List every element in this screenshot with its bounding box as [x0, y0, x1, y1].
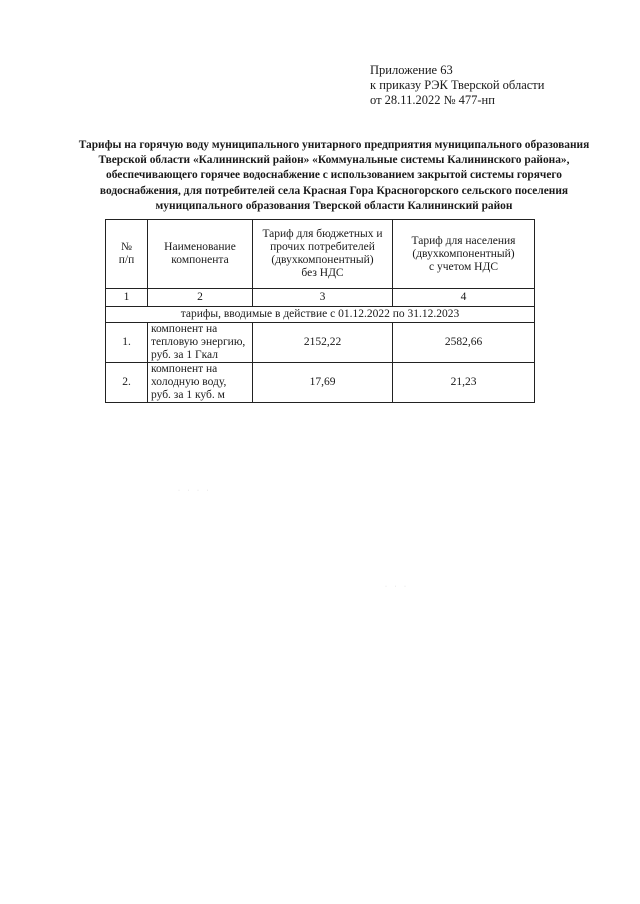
population-tariff-value: 2582,66 — [393, 323, 535, 363]
column-number: 2 — [148, 289, 253, 307]
title-line-2: Тверской области «Калининский район» «Коммунальные системы Калининского района», — [98, 154, 570, 167]
row-number: 1. — [106, 323, 148, 363]
table-row — [106, 323, 535, 363]
period-label: тарифы, вводимые в действие с 01.12.2022 по 31.12.2023 — [106, 307, 535, 323]
scan-speckle: · · · · — [178, 488, 212, 494]
column-number: 3 — [253, 289, 393, 307]
table-row — [106, 363, 535, 403]
component-name: компонент на холодную воду, руб. за 1 куб. м — [148, 363, 253, 403]
tariff-table — [105, 219, 535, 403]
budget-tariff-value: 17,69 — [253, 363, 393, 403]
column-number-row — [106, 289, 535, 307]
period-row — [106, 307, 535, 323]
title-line-1: Тарифы на горячую воду муниципального унитарного предприятия муниципального образования — [78, 139, 590, 151]
budget-tariff-value: 2152,22 — [253, 323, 393, 363]
appendix-block — [370, 63, 544, 108]
header-component: Наименование компонента — [148, 220, 253, 289]
population-tariff-value: 21,23 — [393, 363, 535, 403]
header-population-tariff: Тариф для населения (двухкомпонентный) с учетом НДС — [393, 220, 535, 289]
header-number: № п/п — [106, 220, 148, 289]
appendix-line-1: Приложение 63 — [370, 63, 453, 77]
scan-speckle: · · · — [385, 584, 409, 590]
document-title — [60, 138, 608, 214]
title-line-5: муниципального образования Тверской области Калининский район — [155, 199, 513, 212]
component-name: компонент на тепловую энергию, руб. за 1 Гкал — [148, 323, 253, 363]
appendix-line-2: к приказу РЭК Тверской области — [370, 78, 545, 92]
header-budget-tariff: Тариф для бюджетных и прочих потребителей (двухкомпонентный) без НДС — [253, 220, 393, 289]
title-line-3: обеспечивающего горячее водоснабжение с использованием закрытой системы горячего — [106, 169, 562, 182]
row-number: 2. — [106, 363, 148, 403]
table-header-row — [106, 220, 535, 289]
column-number: 4 — [393, 289, 535, 307]
column-number: 1 — [106, 289, 148, 307]
title-line-4: водоснабжения, для потребителей села Красная Гора Красногорского сельского поселения — [99, 184, 569, 197]
appendix-line-3: от 28.11.2022 № 477-нп — [370, 93, 495, 107]
